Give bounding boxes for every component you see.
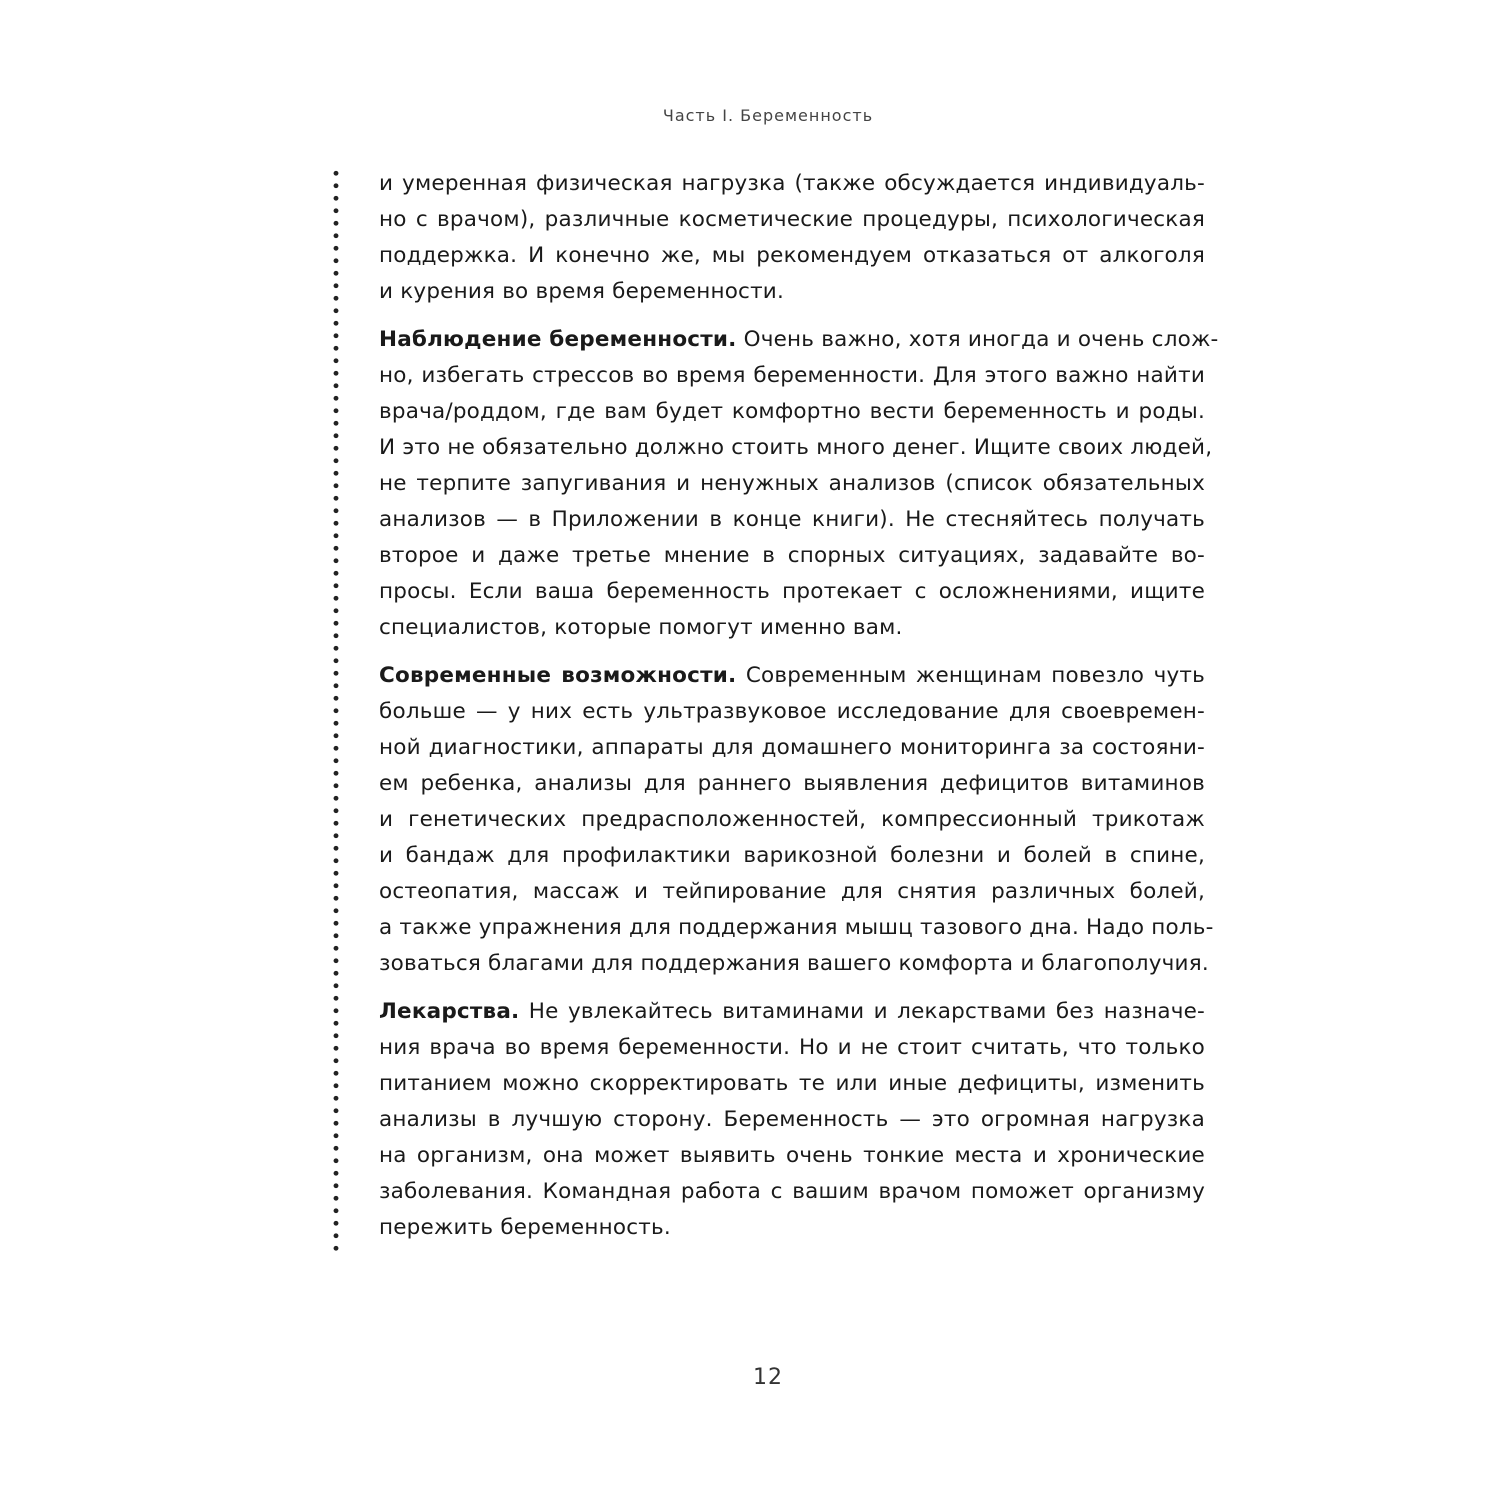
text-line: и умеренная физическая нагрузка (также обсуждается индивидуаль- bbox=[379, 171, 1205, 196]
paragraph-modern-options bbox=[379, 658, 1214, 982]
text-line-with-lead bbox=[379, 322, 1219, 358]
text-run: Очень важно, хотя иногда и очень слож- bbox=[736, 327, 1219, 352]
body-text bbox=[379, 166, 1219, 1258]
text-line: пережить беременность. bbox=[379, 1215, 671, 1240]
paragraph-medicines bbox=[379, 994, 1205, 1246]
paragraph-observation bbox=[379, 322, 1219, 646]
dotted-margin-rule bbox=[333, 167, 339, 1253]
text-line: и курения во время беременности. bbox=[379, 279, 785, 304]
text-run: Не увлекайтесь витаминами и лекарствами без назначе- bbox=[519, 999, 1205, 1024]
text-line: больше — у них есть ультразвуковое исследование для своевремен- bbox=[379, 699, 1205, 724]
text-line: но с врачом), различные косметические процедуры, психологическая bbox=[379, 207, 1205, 232]
text-run: Современным женщинам повезло чуть bbox=[736, 663, 1205, 688]
text-line: а также упражнения для поддержания мышц тазового дна. Надо поль- bbox=[379, 915, 1214, 940]
text-line: и генетических предрасположенностей, компрессионный трикотаж bbox=[379, 807, 1205, 832]
text-line-with-lead bbox=[379, 658, 1205, 694]
text-line: заболевания. Командная работа с вашим врачом поможет организму bbox=[379, 1179, 1205, 1204]
text-line: анализы в лучшую сторону. Беременность — это огромная нагрузка bbox=[379, 1107, 1205, 1132]
text-line: зоваться благами для поддержания вашего комфорта и благополучия. bbox=[379, 951, 1209, 976]
paragraph-lead-heading: Современные возможности. bbox=[379, 663, 737, 688]
paragraph-lead-heading: Лекарства. bbox=[379, 999, 520, 1024]
text-line-with-lead bbox=[379, 994, 1205, 1030]
text-line: второе и даже третье мнение в спорных ситуациях, задавайте во- bbox=[379, 543, 1205, 568]
text-line: остеопатия, массаж и тейпирование для снятия различных болей, bbox=[379, 879, 1205, 904]
paragraph-lead-heading: Наблюдение беременности. bbox=[379, 327, 737, 352]
text-line: анализов — в Приложении в конце книги). Не стесняйтесь получать bbox=[379, 507, 1205, 532]
text-line: ем ребенка, анализы для раннего выявления дефицитов витаминов bbox=[379, 771, 1205, 796]
text-line: поддержка. И конечно же, мы рекомендуем отказаться от алкоголя bbox=[379, 243, 1205, 268]
text-line: ной диагностики, аппараты для домашнего мониторинга за состояни- bbox=[379, 735, 1205, 760]
text-line: но, избегать стрессов во время беременности. Для этого важно найти bbox=[379, 363, 1205, 388]
text-line: ния врача во время беременности. Но и не стоит считать, что только bbox=[379, 1035, 1205, 1060]
text-line: И это не обязательно должно стоить много денег. Ищите своих людей, bbox=[379, 435, 1213, 460]
text-line: просы. Если ваша беременность протекает с осложнениями, ищите bbox=[379, 579, 1205, 604]
text-line: врача/роддом, где вам будет комфортно вести беременность и роды. bbox=[379, 399, 1205, 424]
text-line: и бандаж для профилактики варикозной болезни и болей в спине, bbox=[379, 843, 1205, 868]
text-line: специалистов, которые помогут именно вам. bbox=[379, 615, 903, 640]
text-line: питанием можно скорректировать те или иные дефициты, изменить bbox=[379, 1071, 1205, 1096]
paragraph-1 bbox=[379, 166, 1205, 310]
text-line: не терпите запугивания и ненужных анализов (список обязательных bbox=[379, 471, 1205, 496]
running-head: Часть I. Беременность bbox=[662, 106, 874, 125]
page-number: 12 bbox=[753, 1365, 783, 1390]
text-line: на организм, она может выявить очень тонкие места и хронические bbox=[379, 1143, 1205, 1168]
